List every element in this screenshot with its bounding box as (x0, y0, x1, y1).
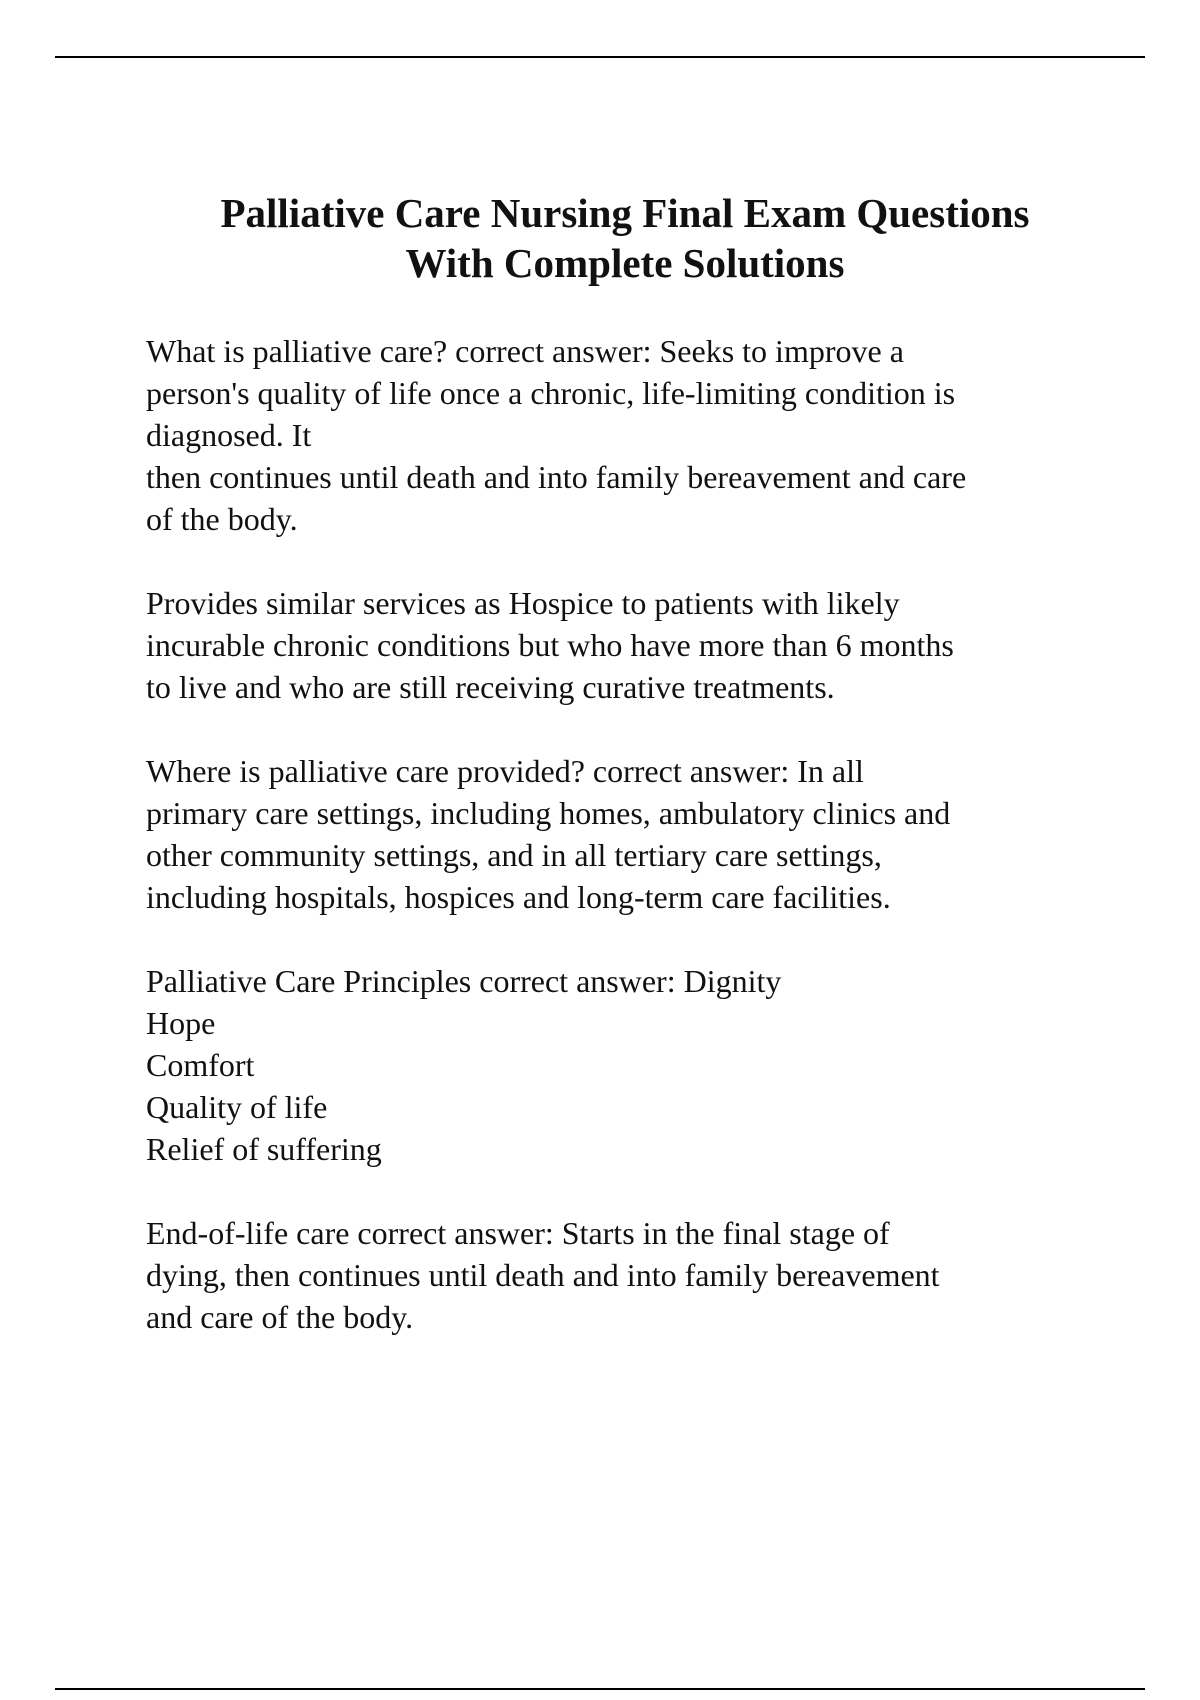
text-line: Palliative Care Principles correct answer: Dignity (146, 963, 782, 999)
qa-entry-what-is-palliative-care (146, 330, 1106, 540)
text-line: dying, then continues until death and into family bereavement (146, 1257, 940, 1293)
qa-entry-end-of-life-care (146, 1212, 1106, 1338)
text-line: primary care settings, including homes, ambulatory clinics and (146, 795, 951, 831)
text-line: Relief of suffering (146, 1131, 382, 1167)
document-body (146, 330, 1106, 1380)
text-line: incurable chronic conditions but who have more than 6 months (146, 627, 954, 663)
text-line: End-of-life care correct answer: Starts in the final stage of (146, 1215, 890, 1251)
text-line: Hope (146, 1005, 216, 1041)
text-line: diagnosed. It (146, 417, 312, 453)
bottom-divider (55, 1688, 1145, 1690)
text-line: other community settings, and in all tertiary care settings, (146, 837, 882, 873)
text-line: to live and who are still receiving curative treatments. (146, 669, 835, 705)
text-line: of the body. (146, 501, 298, 537)
text-line: Where is palliative care provided? correct answer: In all (146, 753, 864, 789)
text-line: Quality of life (146, 1089, 328, 1125)
text-line: including hospitals, hospices and long-term care facilities. (146, 879, 891, 915)
title-line: Palliative Care Nursing Final Exam Questions (220, 190, 1030, 236)
text-line: person's quality of life once a chronic, life-limiting condition is (146, 375, 956, 411)
qa-entry-principles (146, 960, 1106, 1170)
text-line: then continues until death and into family bereavement and care (146, 459, 967, 495)
text-line: What is palliative care? correct answer: Seeks to improve a (146, 333, 904, 369)
text-line: Comfort (146, 1047, 255, 1083)
qa-entry-hospice-comparison (146, 582, 1106, 708)
qa-entry-where-provided (146, 750, 1106, 918)
top-divider (55, 56, 1145, 58)
text-line: and care of the body. (146, 1299, 414, 1335)
title-line: With Complete Solutions (405, 240, 845, 286)
text-line: Provides similar services as Hospice to patients with likely (146, 585, 900, 621)
page-title (145, 188, 1105, 288)
